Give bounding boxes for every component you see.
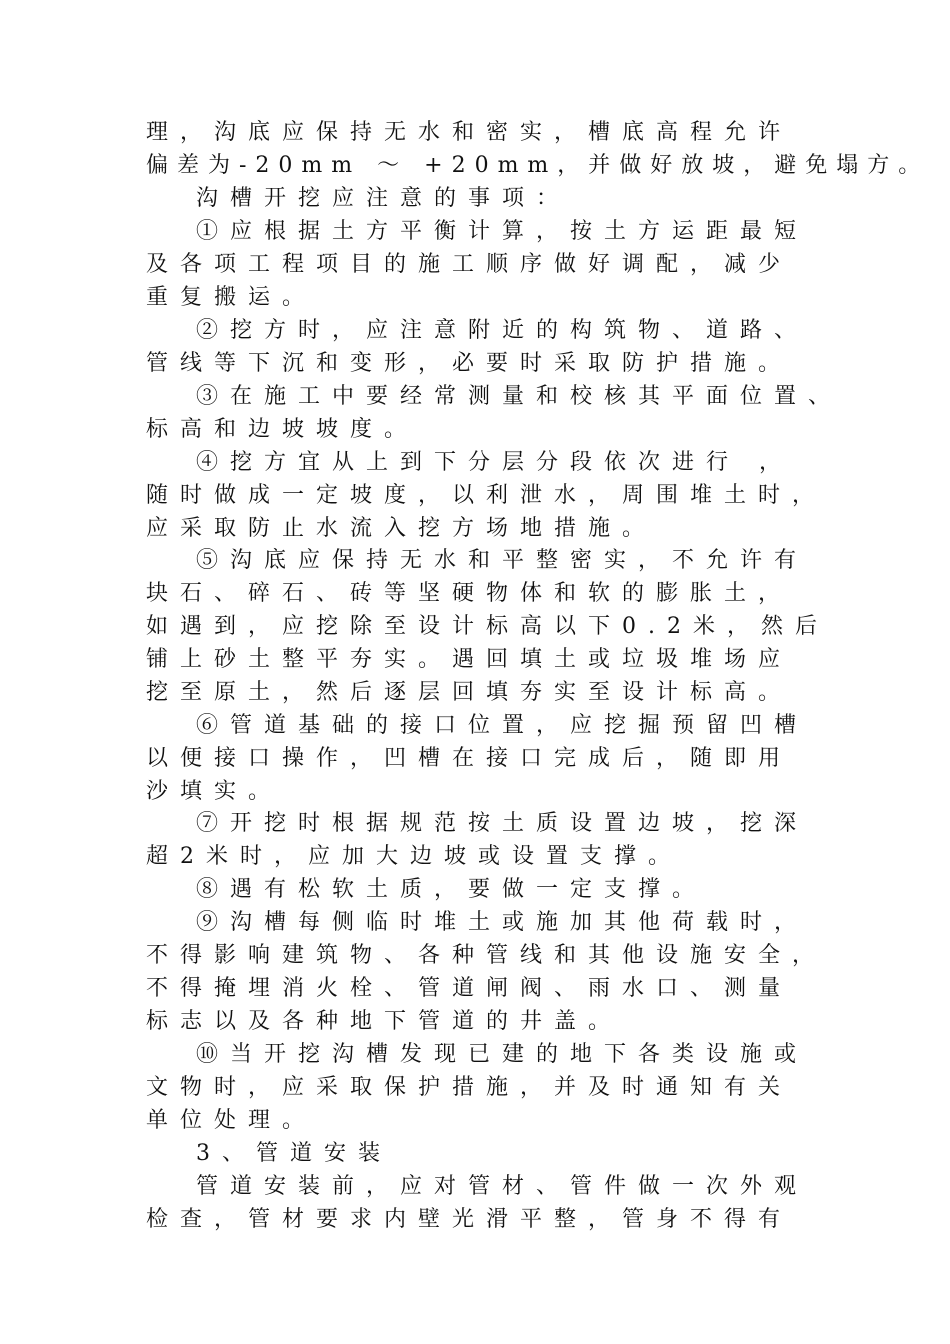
list-item-5: ⑤沟底应保持无水和平整密实，不允许有	[196, 548, 809, 573]
text-line: 如遇到，应挖除至设计标高以下0.2米，然后	[146, 614, 829, 639]
text-line: 管线等下沉和变形，必要时采取防护措施。	[146, 351, 793, 376]
text-line: 重复搬运。	[146, 285, 317, 310]
text-line: 沙填实。	[146, 779, 283, 804]
list-item-1: ①应根据土方平衡计算，按土方运距最短	[196, 219, 809, 244]
text-line: 及各项工程项目的施工顺序做好调配，减少	[146, 252, 793, 277]
text-line: 超2米时，应加大边坡或设置支撑。	[146, 844, 682, 869]
text-line: 沟槽开挖应注意的事项：	[196, 186, 571, 211]
text-line: 块石、碎石、砖等坚硬物体和软的膨胀土，	[146, 581, 793, 606]
text-line: 标志以及各种地下管道的井盖。	[146, 1009, 623, 1034]
text-line: 文物时，应采取保护措施，并及时通知有关	[146, 1075, 793, 1100]
text-line: 管道安装前，应对管材、管件做一次外观	[196, 1174, 809, 1199]
text-line: 检查，管材要求内壁光滑平整，管身不得有	[146, 1207, 793, 1232]
list-item-2: ②挖方时，应注意附近的构筑物、道路、	[196, 318, 809, 343]
list-item-10: ⑩当开挖沟槽发现已建的地下各类设施或	[196, 1042, 809, 1067]
section-heading: 3、管道安装	[196, 1141, 392, 1166]
list-item-4: ④挖方宜从上到下分层分段依次进行 ，	[196, 450, 793, 475]
list-item-6: ⑥管道基础的接口位置，应挖掘预留凹槽	[196, 713, 809, 738]
text-line: 不得影响建筑物、各种管线和其他设施安全，	[146, 943, 827, 968]
list-item-7: ⑦开挖时根据规范按土质设置边坡，挖深	[196, 811, 809, 836]
text-line: 应采取防止水流入挖方场地措施。	[146, 516, 657, 541]
text-line: 偏差为-20mm ～ +20mm，并做好放坡，避免塌方。	[146, 153, 930, 178]
list-item-9: ⑨沟槽每侧临时堆土或施加其他荷载时，	[196, 910, 809, 935]
text-line: 单位处理。	[146, 1108, 317, 1133]
list-item-8: ⑧遇有松软土质，要做一定支撑。	[196, 877, 707, 902]
list-item-3: ③在施工中要经常测量和校核其平面位置、	[196, 384, 843, 409]
text-line: 随时做成一定坡度，以利泄水，周围堆土时，	[146, 483, 827, 508]
text-line: 以便接口操作，凹槽在接口完成后，随即用	[146, 746, 793, 771]
text-line: 挖至原土，然后逐层回填夯实至设计标高。	[146, 680, 793, 705]
text-line: 理，沟底应保持无水和密实，槽底高程允许	[146, 120, 793, 145]
text-line: 不得掩埋消火栓、管道闸阀、雨水口、测量	[146, 976, 793, 1001]
text-line: 标高和边坡坡度。	[146, 417, 419, 442]
text-line: 铺上砂土整平夯实。遇回填土或垃圾堆场应	[146, 647, 793, 672]
